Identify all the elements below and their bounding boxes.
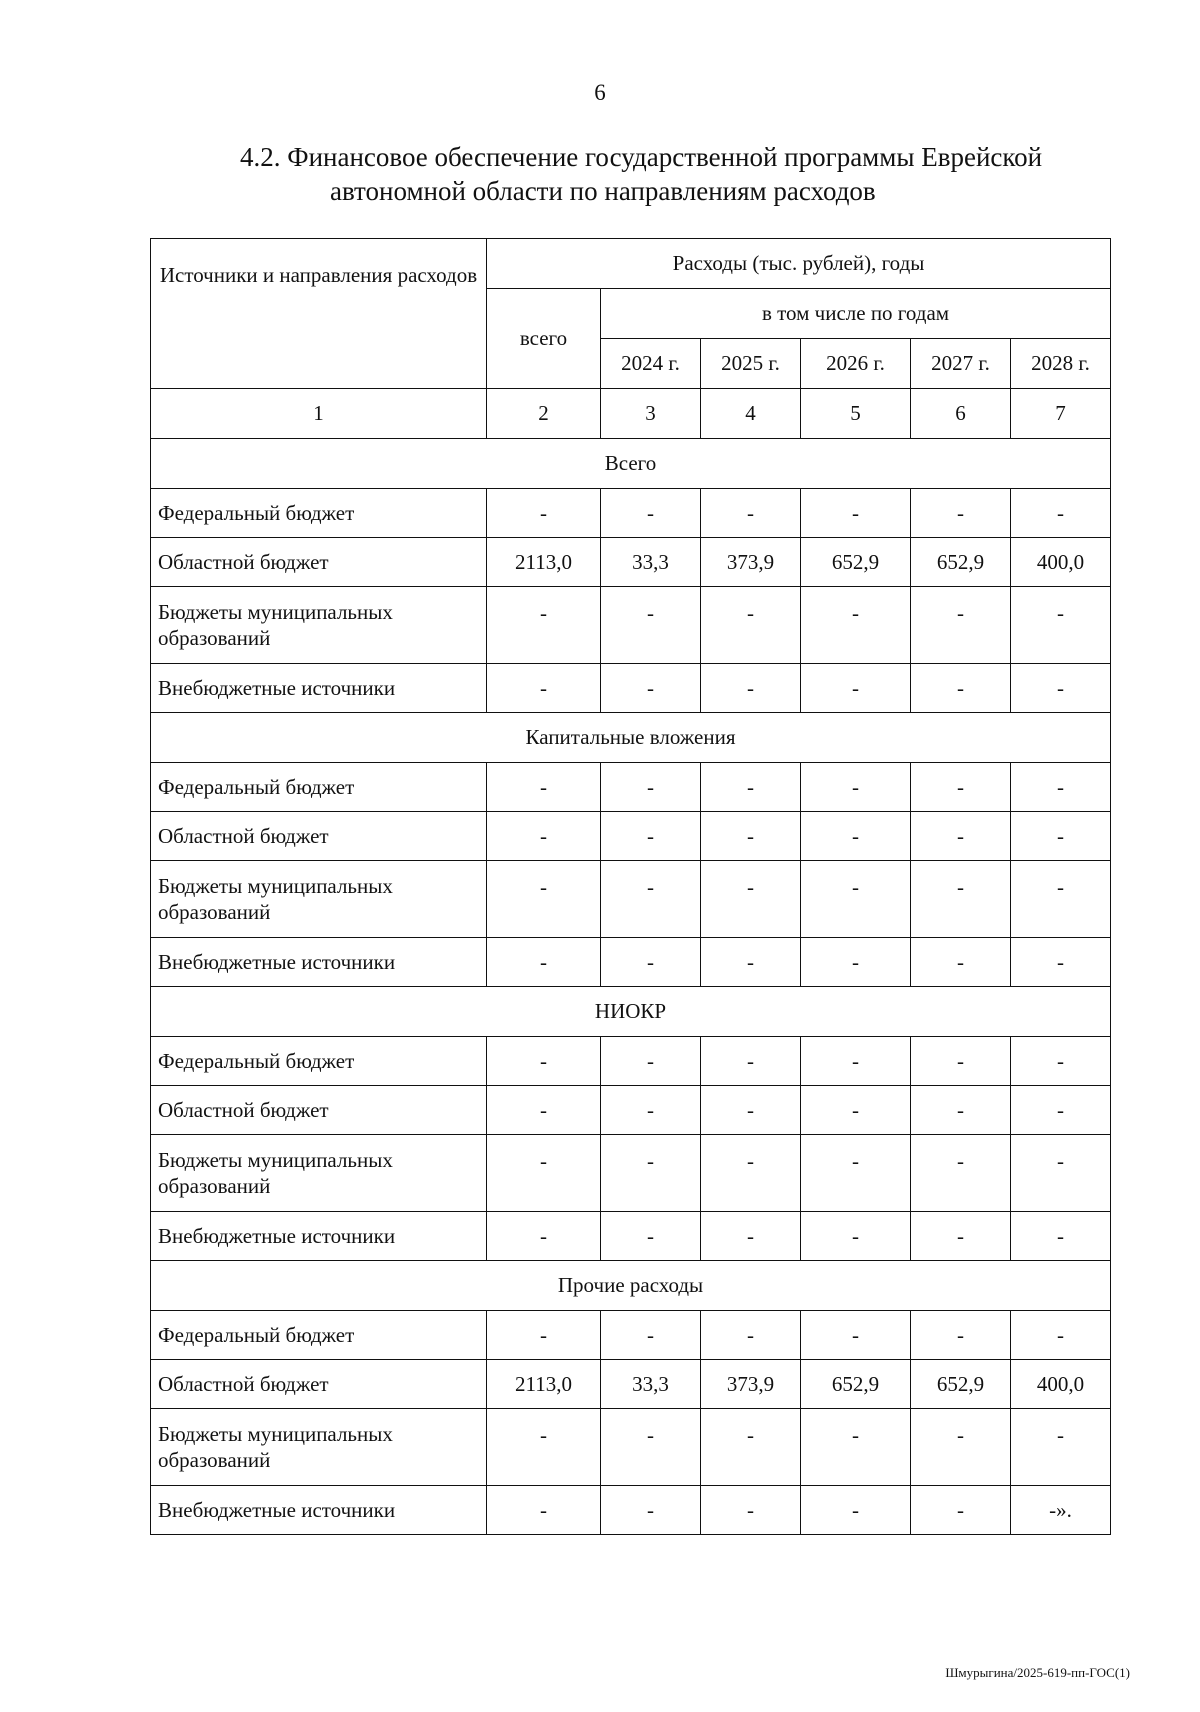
header-year: 2024 г. [601,339,701,389]
row-label: Областной бюджет [151,812,487,861]
column-number: 4 [701,389,801,439]
value-cell: - [487,587,601,664]
value-cell: - [601,1486,701,1535]
column-numbers-row [151,389,1111,439]
value-cell: - [601,1311,701,1360]
table-row [151,1360,1111,1409]
row-label: Областной бюджет [151,538,487,587]
value-cell: - [487,1311,601,1360]
table-row [151,538,1111,587]
table-row [151,1311,1111,1360]
value-cell: 652,9 [801,1360,911,1409]
value-cell: - [601,763,701,812]
value-cell: - [487,489,601,538]
value-cell: - [1011,664,1111,713]
value-cell: - [911,1037,1011,1086]
value-cell: - [487,861,601,938]
column-number: 6 [911,389,1011,439]
value-cell: - [601,1086,701,1135]
value-cell: - [487,1212,601,1261]
value-cell: - [601,938,701,987]
section-title-cell: НИОКР [151,987,1111,1037]
value-cell: - [601,1135,701,1212]
column-number: 7 [1011,389,1111,439]
value-cell: - [487,1037,601,1086]
value-cell: - [801,763,911,812]
value-cell: - [601,587,701,664]
value-cell: - [1011,1212,1111,1261]
value-cell: - [701,1486,801,1535]
value-cell: - [1011,1311,1111,1360]
value-cell: - [1011,1086,1111,1135]
value-cell: - [487,812,601,861]
value-cell: - [1011,1135,1111,1212]
table-row [151,664,1111,713]
section-header-row [151,1261,1111,1311]
value-cell: - [701,1135,801,1212]
row-label: Федеральный бюджет [151,489,487,538]
column-number: 2 [487,389,601,439]
column-number: 5 [801,389,911,439]
table-row [151,1486,1111,1535]
section-title-line-1: 4.2. Финансовое обеспечение государственной программы Еврейской [240,142,1043,172]
header-year: 2026 г. [801,339,911,389]
value-cell: - [911,1311,1011,1360]
value-cell: - [911,1486,1011,1535]
value-cell: - [701,1409,801,1486]
value-cell: -». [1011,1486,1111,1535]
row-label: Внебюджетные источники [151,664,487,713]
section-title-cell: Всего [151,439,1111,489]
value-cell: - [701,1086,801,1135]
value-cell: - [487,664,601,713]
value-cell: 2113,0 [487,1360,601,1409]
value-cell: - [801,938,911,987]
value-cell: - [487,938,601,987]
value-cell: - [701,1037,801,1086]
value-cell: - [601,812,701,861]
column-number: 1 [151,389,487,439]
header-year: 2027 г. [911,339,1011,389]
value-cell: - [911,938,1011,987]
value-cell: - [911,1409,1011,1486]
table-row [151,1037,1111,1086]
value-cell: - [601,664,701,713]
value-cell: 400,0 [1011,1360,1111,1409]
document-footer-code: Шмурыгина/2025-619-пп-ГОС(1) [945,1665,1130,1680]
value-cell: - [487,763,601,812]
page-number: 6 [594,80,606,105]
value-cell: - [1011,1037,1111,1086]
value-cell: - [487,1486,601,1535]
row-label: Областной бюджет [151,1086,487,1135]
section-title [240,140,1120,208]
section-header-row [151,987,1111,1037]
value-cell: - [601,1037,701,1086]
value-cell: - [1011,812,1111,861]
table-row [151,1212,1111,1261]
value-cell: 33,3 [601,1360,701,1409]
value-cell: - [801,1212,911,1261]
value-cell: - [1011,587,1111,664]
value-cell: - [701,938,801,987]
value-cell: - [801,861,911,938]
value-cell: - [801,1486,911,1535]
header-total: всего [487,289,601,389]
value-cell: - [801,664,911,713]
value-cell: - [601,861,701,938]
value-cell: 652,9 [911,1360,1011,1409]
value-cell: - [601,1212,701,1261]
row-label: Внебюджетные источники [151,1486,487,1535]
table-row [151,1409,1111,1486]
value-cell: - [487,1409,601,1486]
header-row-1 [151,239,1111,289]
financing-table [150,238,1111,1535]
header-year: 2028 г. [1011,339,1111,389]
value-cell: - [601,489,701,538]
value-cell: - [1011,489,1111,538]
value-cell: - [911,1086,1011,1135]
value-cell: - [801,489,911,538]
row-label: Бюджеты муниципальных образований [151,1409,487,1486]
value-cell: - [911,763,1011,812]
value-cell: - [1011,938,1111,987]
value-cell: - [1011,1409,1111,1486]
row-label: Федеральный бюджет [151,1311,487,1360]
section-header-row [151,439,1111,489]
value-cell: - [801,1086,911,1135]
value-cell: - [801,1037,911,1086]
value-cell: - [911,664,1011,713]
table-row [151,1135,1111,1212]
value-cell: - [911,489,1011,538]
value-cell: - [701,587,801,664]
row-label: Внебюджетные источники [151,938,487,987]
section-title-line-2: автономной области по направлениям расходов [330,176,876,206]
value-cell: - [911,861,1011,938]
value-cell: - [801,1409,911,1486]
row-label: Бюджеты муниципальных образований [151,1135,487,1212]
value-cell: 2113,0 [487,538,601,587]
value-cell: - [701,861,801,938]
value-cell: - [911,812,1011,861]
header-expenses: Расходы (тыс. рублей), годы [487,239,1111,289]
header-by-years: в том числе по годам [601,289,1111,339]
value-cell: - [801,812,911,861]
table-row [151,763,1111,812]
row-label: Внебюджетные источники [151,1212,487,1261]
value-cell: 652,9 [801,538,911,587]
table-row [151,812,1111,861]
row-label: Бюджеты муниципальных образований [151,861,487,938]
section-title-cell: Прочие расходы [151,1261,1111,1311]
header-year: 2025 г. [701,339,801,389]
section-title-cell: Капитальные вложения [151,713,1111,763]
value-cell: - [701,763,801,812]
table-row [151,587,1111,664]
value-cell: - [487,1086,601,1135]
table-row [151,938,1111,987]
value-cell: - [1011,763,1111,812]
value-cell: 400,0 [1011,538,1111,587]
value-cell: - [701,1311,801,1360]
value-cell: - [701,664,801,713]
table-row [151,489,1111,538]
table-row [151,1086,1111,1135]
value-cell: 373,9 [701,1360,801,1409]
value-cell: - [801,1135,911,1212]
table-row [151,861,1111,938]
value-cell: 652,9 [911,538,1011,587]
value-cell: - [701,1212,801,1261]
column-number: 3 [601,389,701,439]
section-header-row [151,713,1111,763]
header-sources: Источники и направления расходов [151,239,487,389]
row-label: Федеральный бюджет [151,1037,487,1086]
value-cell: - [701,489,801,538]
row-label: Областной бюджет [151,1360,487,1409]
row-label: Бюджеты муниципальных образований [151,587,487,664]
value-cell: - [911,587,1011,664]
value-cell: - [801,1311,911,1360]
value-cell: - [701,812,801,861]
value-cell: - [911,1135,1011,1212]
row-label: Федеральный бюджет [151,763,487,812]
value-cell: 33,3 [601,538,701,587]
value-cell: 373,9 [701,538,801,587]
value-cell: - [911,1212,1011,1261]
value-cell: - [487,1135,601,1212]
value-cell: - [601,1409,701,1486]
value-cell: - [801,587,911,664]
value-cell: - [1011,861,1111,938]
